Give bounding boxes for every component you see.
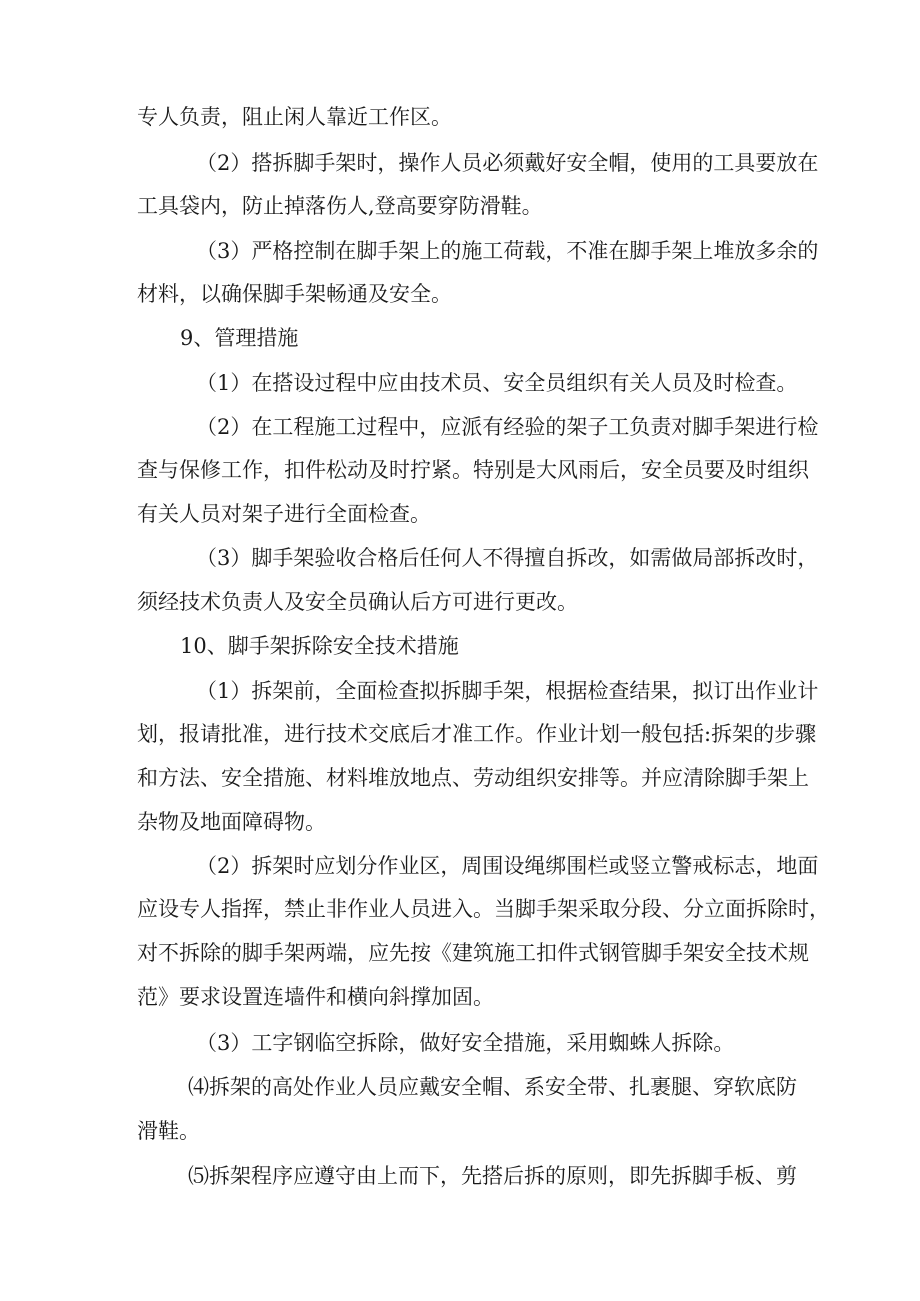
- text-line: 查与保修工作，扣件松动及时拧紧。特别是大风雨后，安全员要及时组织: [137, 458, 809, 482]
- text-line: 工具袋内，防止掉落伤人,登高要穿防滑鞋。: [137, 194, 543, 218]
- text-line: （2）搭拆脚手架时，操作人员必须戴好安全帽，使用的工具要放在: [196, 151, 819, 175]
- text-line: 材料，以确保脚手架畅通及安全。: [137, 282, 452, 306]
- text-line: ⑸拆架程序应遵守由上而下，先搭后拆的原则，即先拆脚手板、剪: [188, 1164, 797, 1188]
- section-heading: 9、管理措施: [180, 326, 299, 350]
- text-line: 划，报请批准，进行技术交底后才准工作。作业计划一般包括:拆架的步骤: [137, 722, 817, 746]
- section-heading: 10、脚手架拆除安全技术措施: [180, 634, 459, 658]
- text-line: 应设专人指挥，禁止非作业人员进入。当脚手架采取分段、分立面拆除时，: [137, 897, 830, 921]
- text-line: （2）在工程施工过程中，应派有经验的架子工负责对脚手架进行检: [196, 415, 819, 439]
- text-line: （3）工字钢临空拆除，做好安全措施，采用蜘蛛人拆除。: [196, 1031, 735, 1055]
- text-line: 范》要求设置连墙件和横向斜撑加固。: [137, 985, 494, 1009]
- text-line: （1）拆架前，全面检查拟拆脚手架，根据检查结果，拟订出作业计: [196, 679, 819, 703]
- text-line: ⑷拆架的高处作业人员应戴安全帽、系安全带、扎裹腿、穿软底防: [188, 1075, 797, 1099]
- text-line: 和方法、安全措施、材料堆放地点、劳动组织安排等。并应清除脚手架上: [137, 766, 809, 790]
- text-line: 专人负责，阻止闲人靠近工作区。: [137, 105, 452, 129]
- text-line: （2）拆架时应划分作业区，周围设绳绑围栏或竖立警戒标志，地面: [196, 854, 819, 878]
- text-line: （3）严格控制在脚手架上的施工荷载，不准在脚手架上堆放多余的: [196, 239, 819, 263]
- text-line: （1）在搭设过程中应由技术员、安全员组织有关人员及时检查。: [196, 371, 798, 395]
- text-line: 有关人员对架子进行全面检查。: [137, 502, 431, 526]
- text-line: 杂物及地面障碍物。: [137, 810, 326, 834]
- text-line: （3）脚手架验收合格后任何人不得擅自拆改，如需做局部拆改时，: [196, 546, 819, 570]
- text-line: 滑鞋。: [137, 1119, 200, 1143]
- text-line: 须经技术负责人及安全员确认后方可进行更改。: [137, 590, 578, 614]
- text-line: 对不拆除的脚手架两端，应先按《建筑施工扣件式钢管脚手架安全技术规: [137, 941, 809, 965]
